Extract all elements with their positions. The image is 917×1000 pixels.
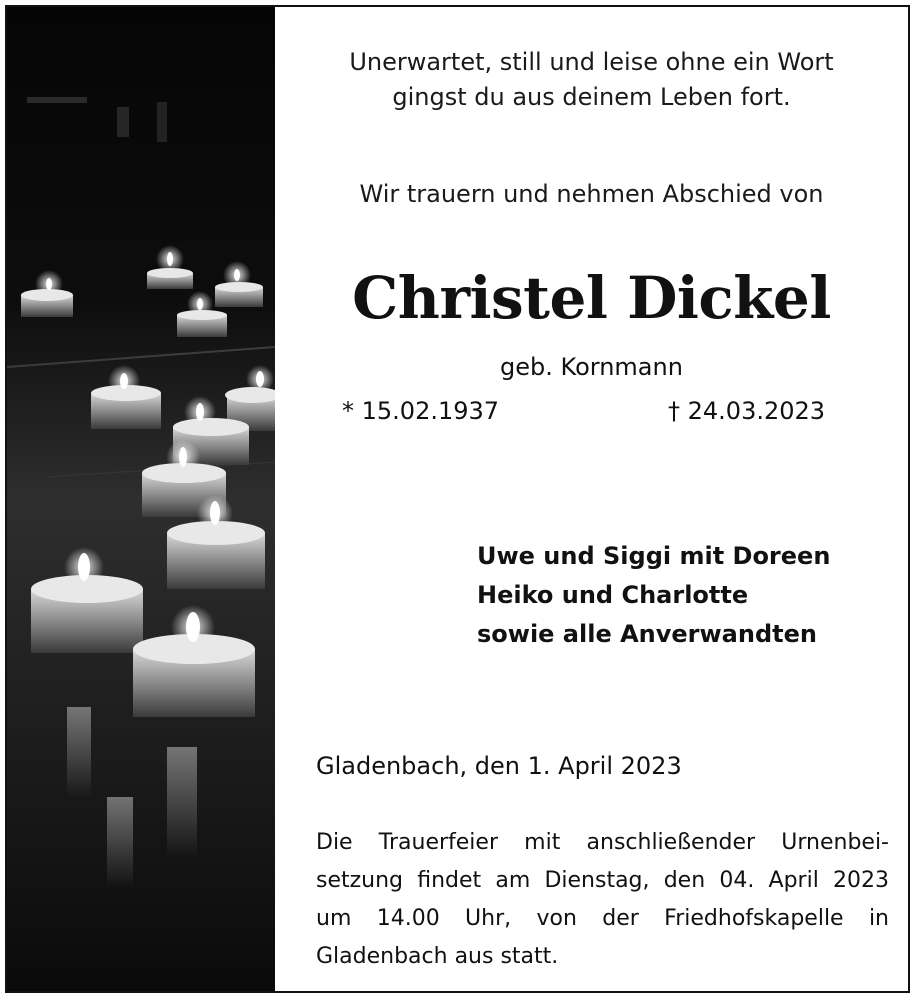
place-date: Gladenbach, den 1. April 2023 (316, 752, 682, 780)
obituary-notice (5, 5, 910, 993)
verse-line-2: gingst du aus deinem Leben fort. (392, 83, 791, 111)
candles-photo (7, 7, 275, 991)
family-line: Heiko und Charlotte (477, 581, 749, 609)
birth-date: * 15.02.1937 (342, 397, 500, 425)
intro-line: Wir trauern und nehmen Abschied von (359, 180, 824, 208)
ceremony-line: um 14.00 Uhr, von der Friedhofskapelle in (316, 906, 889, 931)
family-line: Uwe und Siggi mit Doreen (477, 542, 831, 570)
death-date: † 24.03.2023 (668, 397, 826, 425)
ceremony-line: Die Trauerfeier mit anschließender Urnenbei- (316, 830, 889, 855)
deceased-name: Christel Dickel (352, 264, 831, 332)
ceremony-line: setzung findet am Dienstag, den 04. April 2023 (316, 868, 889, 893)
verse-line-1: Unerwartet, still und leise ohne ein Wort (349, 48, 834, 76)
ceremony-line: Gladenbach aus statt. (316, 944, 559, 969)
family-line: sowie alle Anverwandten (477, 620, 817, 648)
birth-name: geb. Kornmann (500, 353, 683, 381)
